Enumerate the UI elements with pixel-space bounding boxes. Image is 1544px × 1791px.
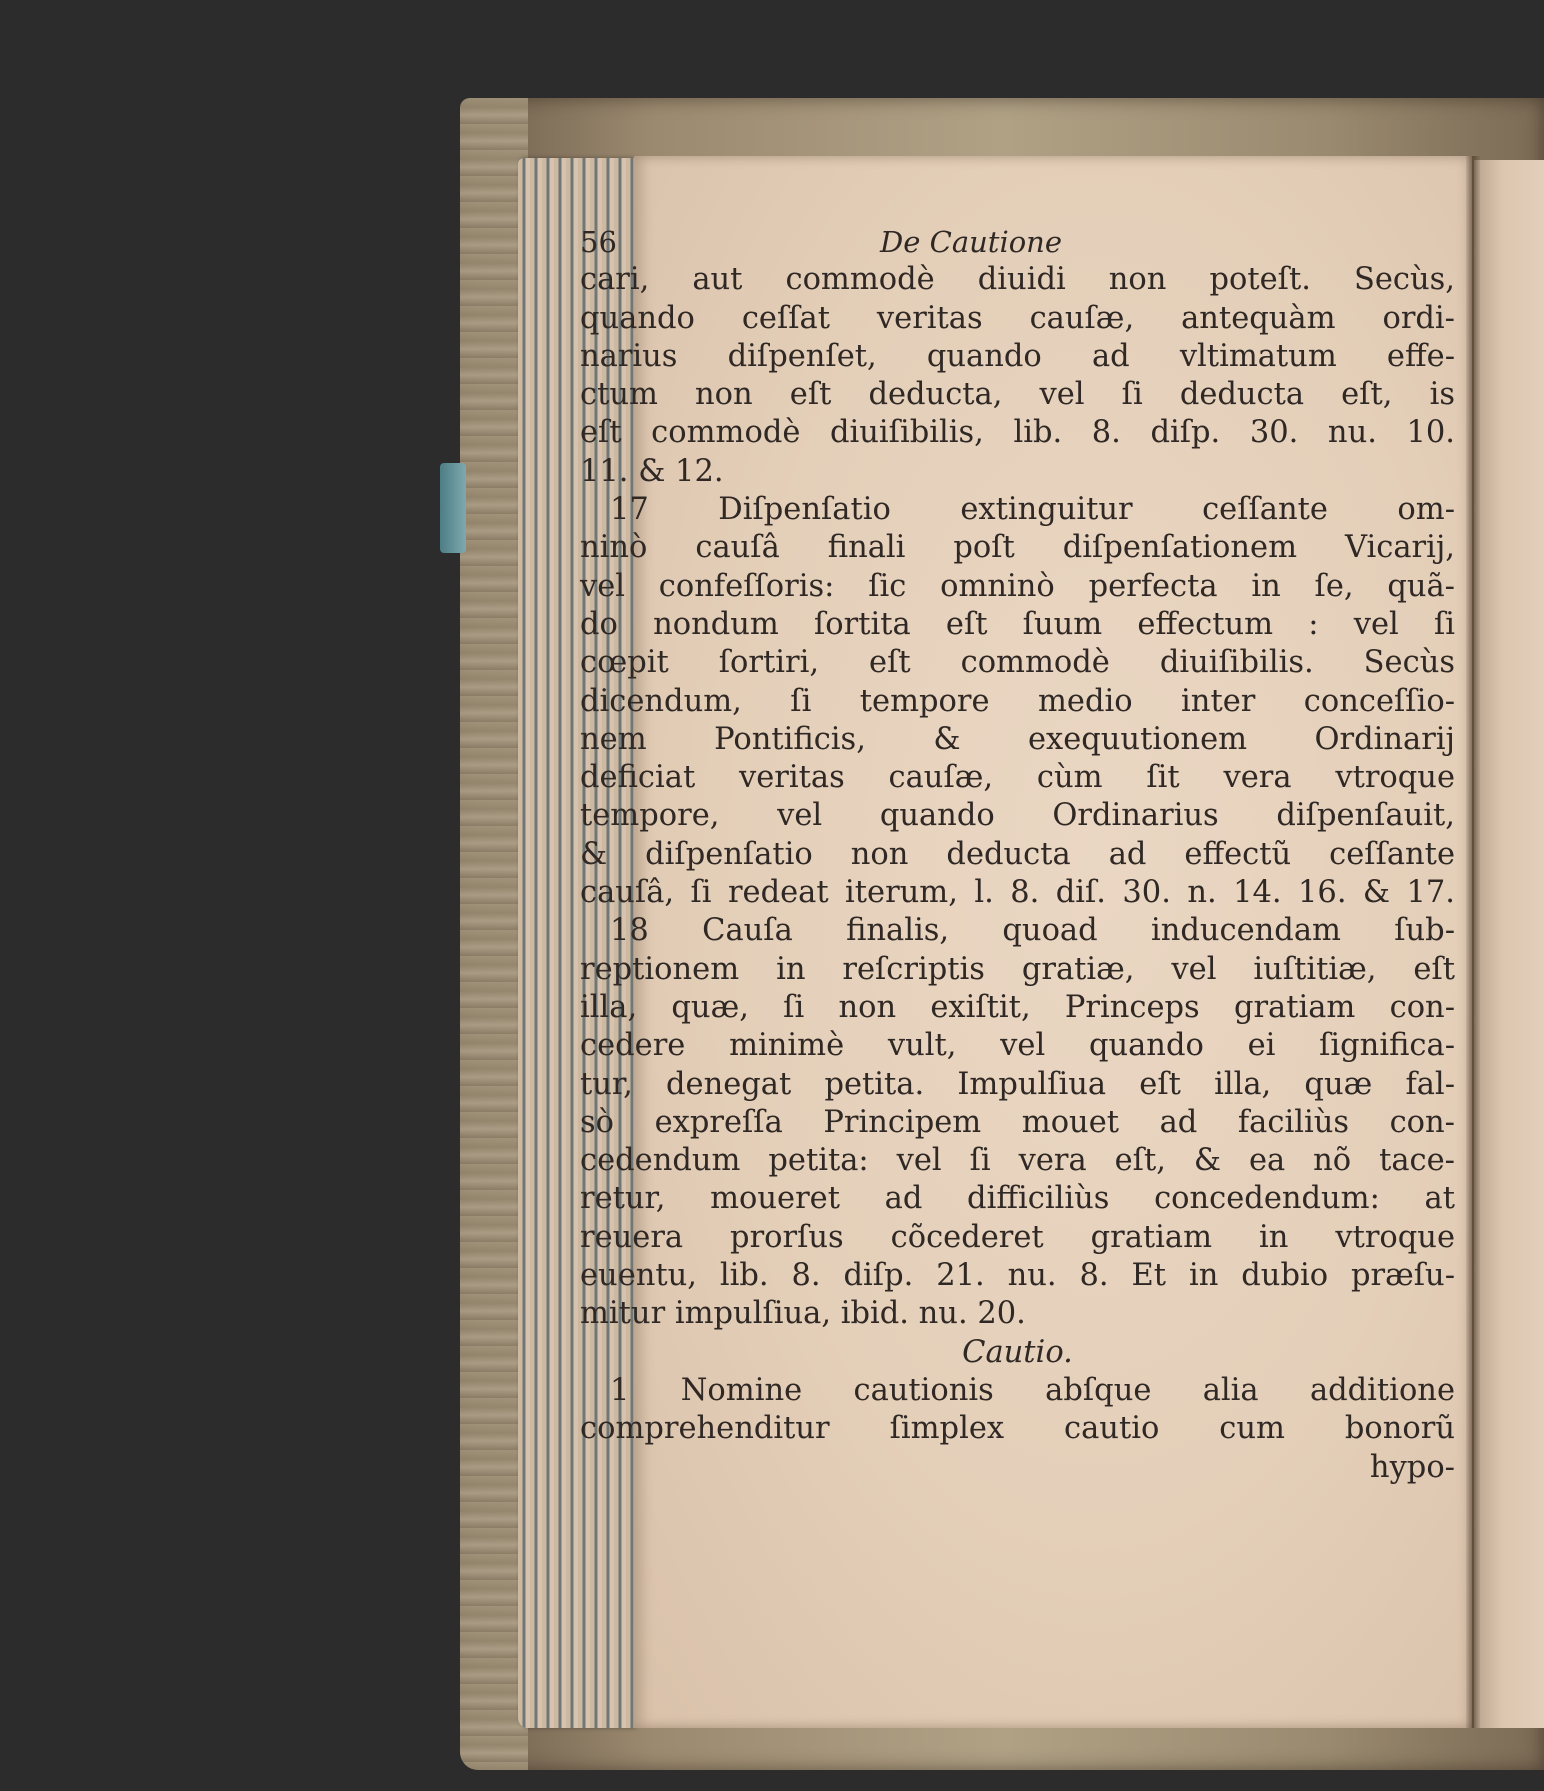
running-title: De Cautione (880, 225, 1063, 259)
catchword: hypo- (1369, 1449, 1455, 1485)
text-line: comprehenditur ſimplex cautio cum bonorũ (580, 1411, 1455, 1447)
text-line: reptionem in reſcriptis gratiæ, vel iuſtitiæ, eſt (580, 951, 1455, 987)
paragraph-18-start: 18 Cauſa finalis, quoad inducendam ſub- (610, 913, 1455, 949)
text-line: narius diſpenſet, quando ad vltimatum effe- (580, 338, 1455, 374)
text-line: mitur impulſiua, ibid. nu. 20. (580, 1296, 1026, 1332)
text-line: cari, aut commodè diuidi non poteſt. Secùs, (580, 262, 1455, 298)
section-heading: Cautio. (962, 1334, 1073, 1370)
text-line: tempore, vel quando Ordinarius diſpenſauit, (580, 798, 1455, 834)
text-line: do nondum ſortita eſt ſuum effectum : vel ſi (580, 606, 1455, 642)
section-paragraph-1-start: 1 Nomine cautionis abſque alia additione (610, 1372, 1455, 1408)
text-line: deficiat veritas cauſæ, cùm ſit vera vtroque (580, 760, 1455, 796)
facing-page-edge (1474, 160, 1544, 1728)
text-line: quando ceſſat veritas cauſæ, antequàm ordi- (580, 300, 1455, 336)
text-line: sò expreſſa Principem mouet ad faciliùs con- (580, 1104, 1455, 1140)
text-line: vel confeſſoris: ſic omninò perfecta in ſe, quã- (580, 568, 1455, 604)
page-gutter (1466, 156, 1480, 1728)
running-head (580, 223, 1455, 261)
text-line: reuera prorſus cõcederet gratiam in vtroque (580, 1219, 1455, 1255)
text-line: tur, denegat petita. Impulſiua eſt illa, quæ fal- (580, 1066, 1455, 1102)
paragraph-17-start: 17 Diſpenſatio extinguitur ceſſante om- (610, 492, 1455, 528)
page-number: 56 (580, 225, 617, 259)
text-line: 11. & 12. (580, 453, 724, 489)
text-line: & diſpenſatio non deducta ad effectũ ceſſante (580, 836, 1455, 872)
text-line: eſt commodè diuiſibilis, lib. 8. diſp. 30. nu. 10. (580, 415, 1455, 451)
text-line: ninò cauſâ finali poſt diſpenſationem Vicarij, (580, 530, 1455, 566)
text-line: cedere minimè vult, vel quando ei ſignifica- (580, 1028, 1455, 1064)
text-line: illa, quæ, ſi non exiſtit, Princeps gratiam con- (580, 989, 1455, 1025)
page-text (580, 223, 1455, 1487)
text-line: ctum non eſt deducta, vel ſi deducta eſt, is (580, 377, 1455, 413)
text-line: euentu, lib. 8. diſp. 21. nu. 8. Et in dubio præſu- (580, 1258, 1455, 1294)
text-line: nem Pontificis, & exequutionem Ordinarij (580, 721, 1455, 757)
text-line: cauſâ, ſi redeat iterum, l. 8. diſ. 30. n. 14. 16. & 17. (580, 875, 1455, 911)
text-line: dicendum, ſi tempore medio inter conceſſio- (580, 683, 1455, 719)
text-line: cedendum petita: vel ſi vera eſt, & ea nõ tace- (580, 1143, 1455, 1179)
clasp-tab (440, 463, 466, 553)
text-line: retur, moueret ad difficiliùs concedendum: at (580, 1181, 1455, 1217)
text-line: cœpit ſortiri, eſt commodè diuiſibilis. Secùs (580, 645, 1455, 681)
